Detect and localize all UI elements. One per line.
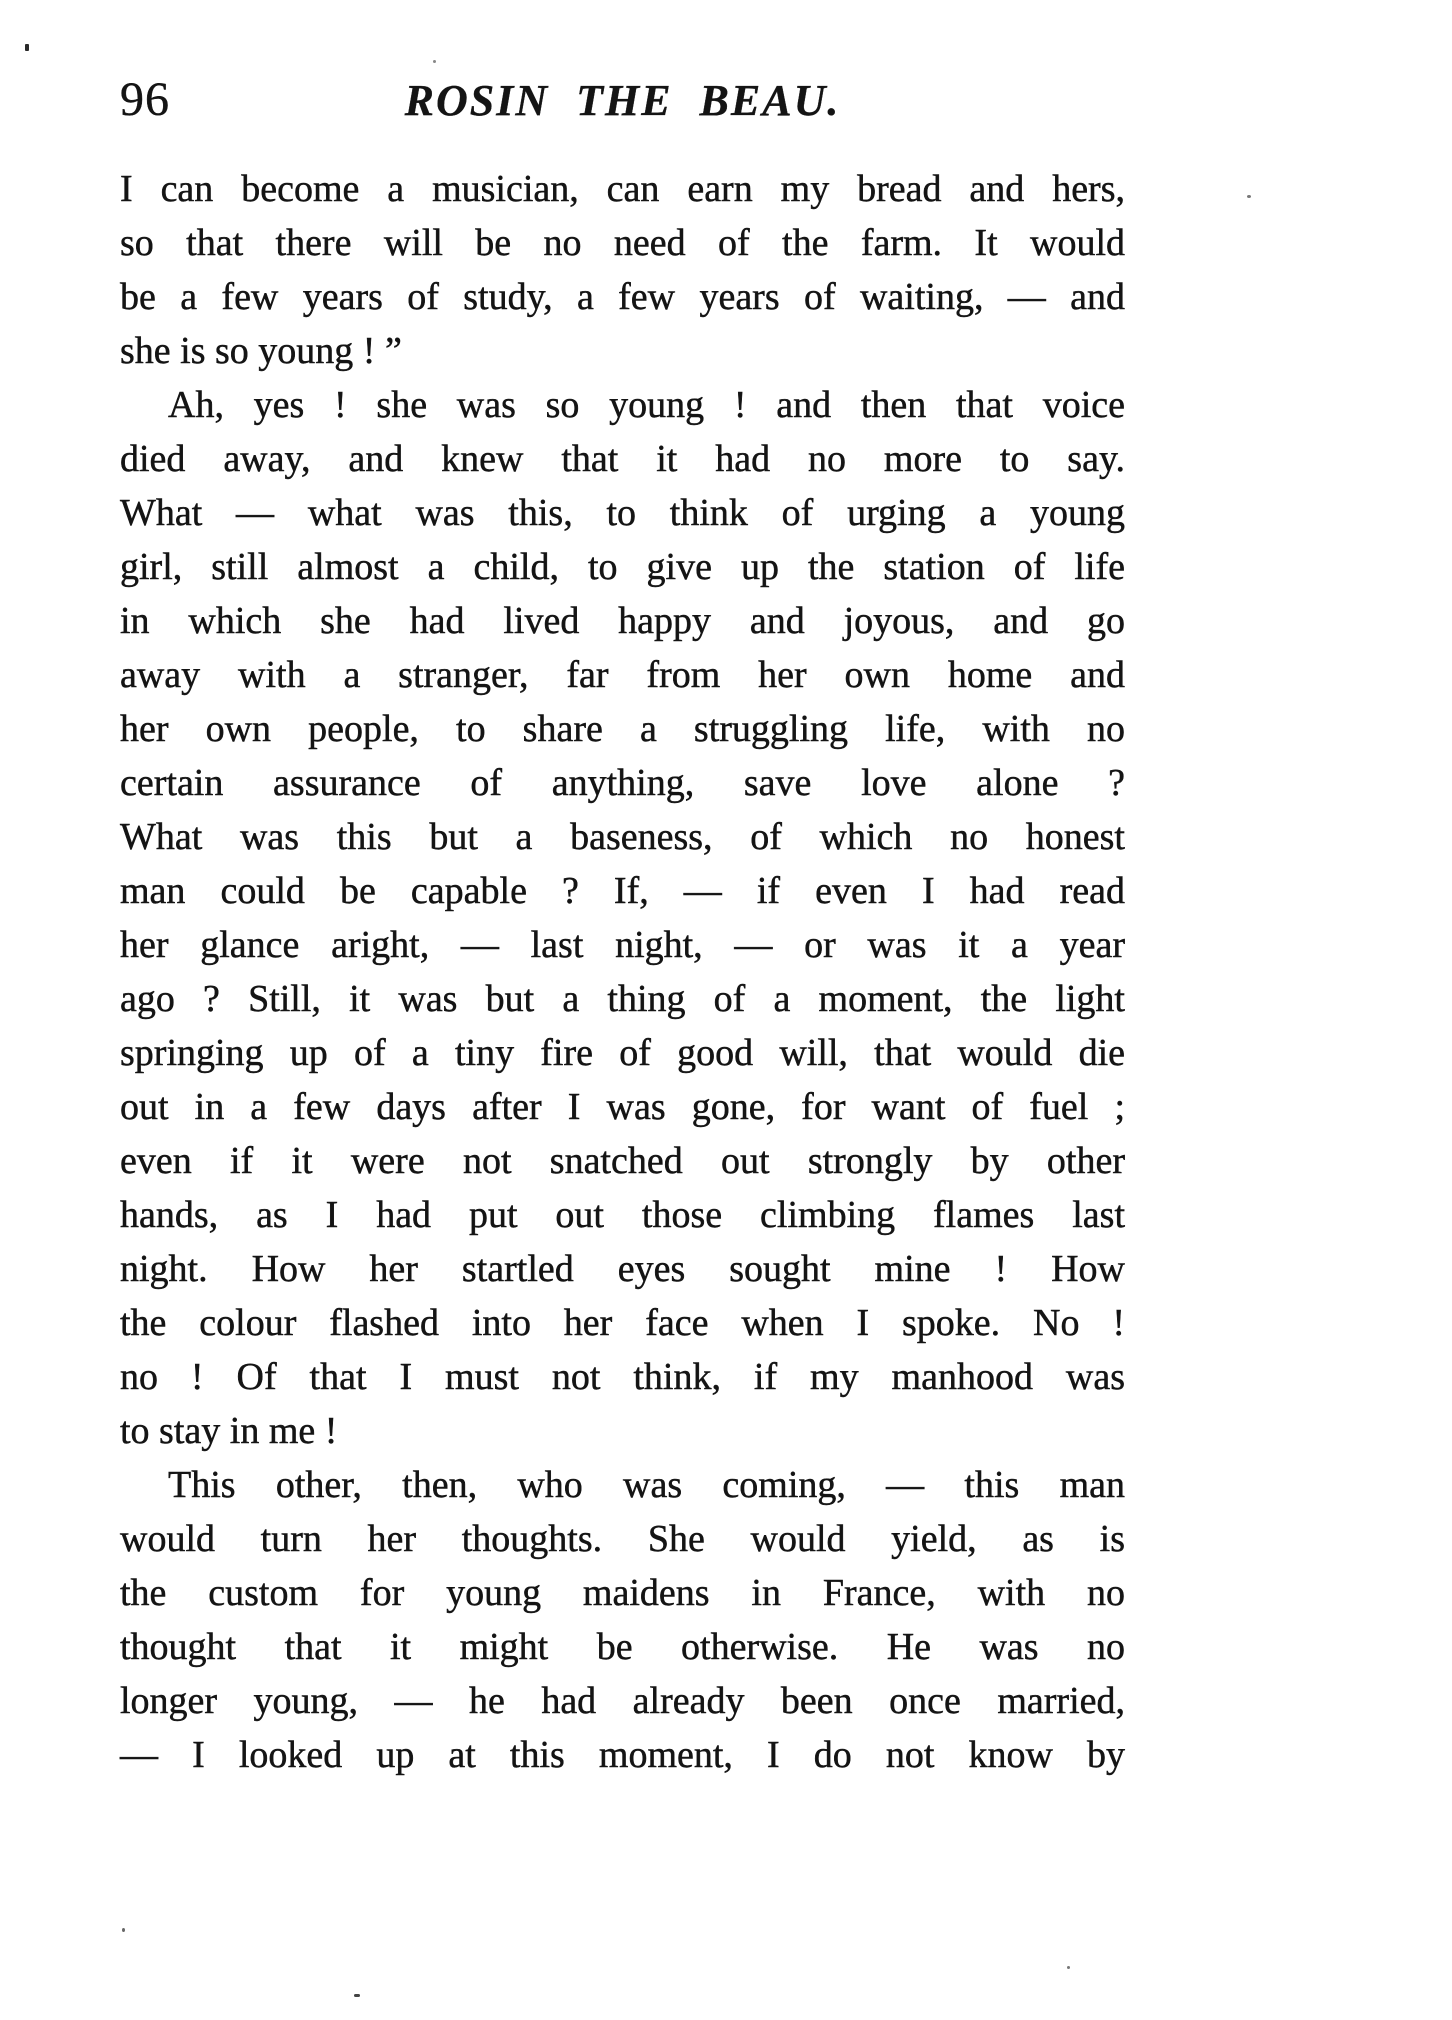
text-line: in which she had lived happy and joyous, and go	[120, 600, 1125, 642]
text-line: died away, and knew that it had no more to say.	[120, 438, 1125, 480]
text-line: night. How her startled eyes sought mine ! How	[120, 1248, 1125, 1290]
text-line: the colour flashed into her face when I spoke. No !	[120, 1302, 1125, 1344]
text-line: thought that it might be otherwise. He was no	[120, 1626, 1125, 1668]
scan-speck	[1067, 1966, 1070, 1969]
text-line: to stay in me !	[120, 1410, 338, 1452]
text-line: no ! Of that I must not think, if my manhood was	[120, 1356, 1125, 1398]
running-head: ROSIN THE BEAU.	[404, 76, 841, 125]
scan-speck	[25, 44, 29, 51]
scan-speck	[1247, 195, 1251, 198]
text-line: What was this but a baseness, of which no honest	[120, 816, 1125, 858]
text-line: out in a few days after I was gone, for want of fuel ;	[120, 1086, 1125, 1128]
text-line: her glance aright, — last night, — or was it a year	[120, 924, 1125, 966]
text-line: the custom for young maidens in France, with no	[120, 1572, 1125, 1614]
paragraph	[120, 162, 1125, 378]
page-header	[120, 74, 1125, 130]
text-line: her own people, to share a struggling life, with no	[120, 708, 1125, 750]
text-line: What — what was this, to think of urging a young	[120, 492, 1125, 534]
text-line: springing up of a tiny fire of good will, that would die	[120, 1032, 1125, 1074]
text-line: hands, as I had put out those climbing flames last	[120, 1194, 1125, 1236]
text-line: girl, still almost a child, to give up the station of life	[120, 546, 1125, 588]
text-line: she is so young ! ”	[120, 330, 402, 372]
text-line: — I looked up at this moment, I do not know by	[120, 1734, 1125, 1776]
scan-speck	[354, 1994, 360, 1997]
scan-speck	[433, 60, 436, 63]
paragraph	[120, 378, 1125, 1458]
text-line: I can become a musician, can earn my bread and hers,	[120, 168, 1125, 210]
text-line: so that there will be no need of the farm. It would	[120, 222, 1125, 264]
text-line: longer young, — he had already been once married,	[120, 1680, 1125, 1722]
page-number: 96	[120, 73, 170, 126]
scan-speck	[122, 1928, 125, 1932]
text-line: man could be capable ? If, — if even I had read	[120, 870, 1125, 912]
text-line: even if it were not snatched out strongly by other	[120, 1140, 1125, 1182]
text-line: ago ? Still, it was but a thing of a moment, the light	[120, 978, 1125, 1020]
text-line: be a few years of study, a few years of waiting, — and	[120, 276, 1125, 318]
text-line: certain assurance of anything, save love alone ?	[120, 762, 1125, 804]
text-line: Ah, yes ! she was so young ! and then that voice	[168, 384, 1125, 426]
text-line: would turn her thoughts. She would yield, as is	[120, 1518, 1125, 1560]
text-line: This other, then, who was coming, — this man	[168, 1464, 1125, 1506]
text-block	[120, 162, 1125, 1782]
paragraph	[120, 1458, 1125, 1782]
text-line: away with a stranger, far from her own home and	[120, 654, 1125, 696]
